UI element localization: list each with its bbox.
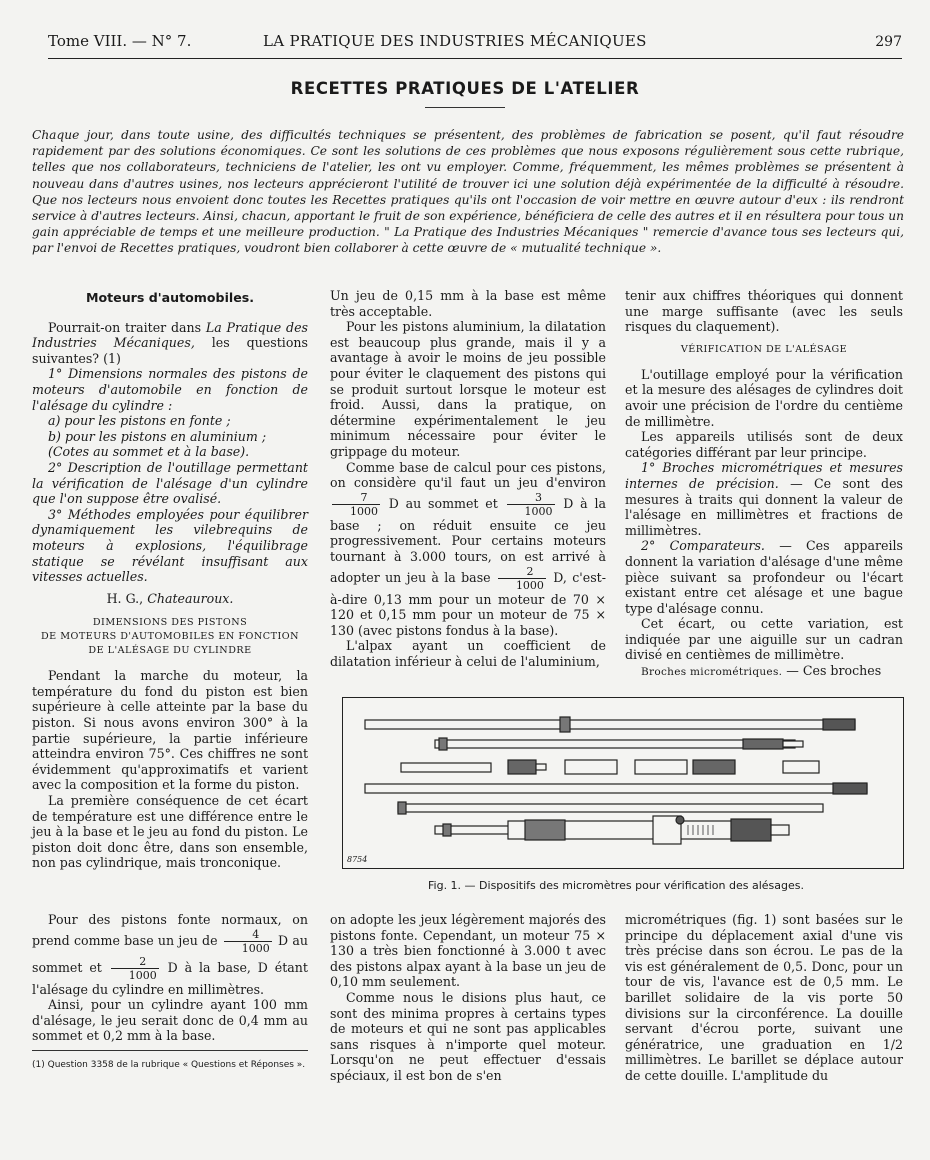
rod-3-barrel — [833, 783, 867, 794]
journal-title: LA PRATIQUE DES INDUSTRIES MÉCANIQUES — [263, 32, 647, 50]
paragraph-alpax-cont: on adopte les jeux légèrement majorés des pistons fonte. Cependant, un moteur 75 × 130 a très bien fonctionné à 3.000 t avec des pistons alpax ayant à la base un jeu de 0,10 mm seulement. — [330, 912, 606, 990]
piece-3-barrel — [693, 760, 735, 774]
fraction-den: 1000 — [515, 578, 544, 592]
running-header — [48, 32, 902, 54]
figure-caption: Fig. 1. — Dispositifs des micromètres pour vérification des alésages. — [428, 879, 804, 892]
column-1-lower — [32, 912, 308, 1071]
subheading-line-1: DIMENSIONS DES PISTONS — [92, 617, 248, 629]
rod-4-collar — [398, 802, 406, 814]
fraction — [224, 928, 272, 955]
question-intro — [32, 320, 308, 367]
paragraph-theoretical: tenir aux chiffres théoriques qui donnent une marge suffisante (avec les seuls risques du claquement). — [625, 288, 903, 335]
paragraph-micrometer-principle: micrométriques (fig. 1) sont basées sur le principe du déplacement axial d'une vis très précise dans son écrou. Le pas de la vis est généralement de 0,5. Donc, pour un tour de vis, l'avance est de 0,5 mm. Le barillet solidaire de la vis porte 50 divisions sur la circonférence. La douille servant d'écrou porte, suivant une génératrice, une graduation en 1/2 millimètres. Le barillet se déplace autour de cette douille. L'amplitude du — [625, 912, 903, 1083]
head-tip — [771, 825, 789, 835]
head-screw — [676, 816, 684, 824]
text-run: Pour des pistons fonte normaux, on prend comme base un jeu de — [32, 912, 308, 948]
fraction-den: 1000 — [241, 941, 270, 955]
text-run: — Ce sont des mesures à traits qui donnent la valeur de l'alésage en millimètres et fractions de millimètres. — [625, 475, 903, 538]
figure-micrometers — [342, 697, 904, 869]
rod-1-collar — [560, 717, 570, 732]
fraction — [507, 491, 555, 518]
micrometer-piece-2 — [565, 760, 617, 774]
question-1c: (Cotes au sommet et à la base). — [48, 444, 250, 460]
text-run: D au sommet et — [32, 932, 308, 975]
text-run: D à la base, D étant l'alésage du cylindre en millimètres. — [32, 959, 308, 997]
subheading-line-3: DE L'ALÉSAGE DU CYLINDRE — [88, 645, 252, 657]
rod-2-tip — [783, 741, 803, 747]
fraction-den: 1000 — [128, 968, 157, 982]
micrometer-piece-3 — [635, 760, 687, 774]
subheading-dimensions — [32, 616, 308, 658]
paragraph-alpax: L'alpax ayant un coefficient de dilatation inférieur à celui de l'aluminium, — [330, 638, 606, 669]
subheading-verification: VÉRIFICATION DE L'ALÉSAGE — [680, 343, 848, 355]
section-title: RECETTES PRATIQUES DE L'ATELIER — [290, 79, 640, 98]
fraction — [111, 955, 159, 982]
question-2: 2° Description de l'outillage permettant la vérification de l'alésage d'un cylindre que l'on suppose être ovalisé. — [32, 459, 308, 507]
article-heading: Moteurs d'automobiles. — [85, 290, 255, 305]
paragraph-cast-pistons — [32, 912, 308, 997]
run-in-heading: Broches micrométriques. — [641, 666, 783, 679]
paragraph-minima: Comme nous le disions plus haut, ce sont des minima propres à certains types de moteurs et qui ne sont pas applicables sans risques à n'importe quel moteur. Lorsqu'on ne peut effectuer d'essais spéciaux, il est bon de s'en — [330, 989, 606, 1083]
paragraph-tooling: L'outillage employé pour la vérification et la mesure des alésages de cylindres doit avoir une précision de l'ordre du centième de millimètre. — [625, 366, 903, 429]
term: 1° Broches micrométriques et mesures internes de précision. — [625, 460, 903, 491]
column-3-lower — [625, 912, 903, 1084]
paragraph-acceptable: Un jeu de 0,15 mm à la base est même très acceptable. — [330, 288, 606, 319]
intro-paragraph: Chaque jour, dans toute usine, des difficultés techniques se présentent, des problèmes de fabrication se posent, qu'il faut résoudre rapidement par des solutions économiques. Ce sont les solutions de ces problèmes que nous exposons régulièrement sous cette rubrique, telles que nos collaborateurs, techniciens de l'atelier, les ont vu employer. Comme, fréquemment, les mêmes problèmes se présentent à nouveau dans d'autres usines, nos lecteurs apprécieront l'utilité de trouver ici une solution déjà expérimentée de la difficulté à résoudre. Que nos lecteurs nous envoient donc toutes les Recettes pratiques qu'ils ont l'occasion de voir mettre en œuvre autour d'eux : ils rendront service à d'autres lecteurs. Ainsi, chacun, apportant le fruit de son expérience, bénéficiera de celle des autres et il en résultera pour tous un gain appréciable de temps et une meilleure production. " La Pratique des Industries Mécaniques " remercie d'avance tous ses lecteurs qui, par l'envoi de Recettes pratiques, voudront bien collaborer à cette œuvre de « mutualité technique ». — [32, 128, 904, 256]
fraction-den: 1000 — [350, 504, 378, 518]
micrometer-rod-4 — [398, 804, 823, 812]
fraction-num: 4 — [224, 928, 272, 942]
paragraph-temperature: Pendant la marche du moteur, la température du fond du piston est bien supérieure à celle atteinte par la base du piston. Si nous avons environ 300° à la partie supérieure, la partie inférieure atteindra environ 75°. Ces chiffres ne sont évidemment qu'approximatifs et varient avec la composition et la forme du piston. — [32, 668, 308, 793]
paragraph-broches-heading — [625, 663, 903, 681]
signature — [32, 591, 308, 607]
text-run: D, c'est-à-dire 0,13 mm pour un moteur de 70 × 120 et 0,15 mm pour un moteur de 75 × 130 (avec pistons fondus à la base). — [330, 569, 606, 638]
footnote: (1) Question 3358 de la rubrique « Questions et Réponses ». — [32, 1059, 306, 1070]
column-1 — [32, 288, 308, 871]
volume-issue: Tome VIII. — N° 7. — [48, 32, 192, 50]
micrometer-piece-1 — [401, 763, 491, 772]
fraction — [332, 491, 380, 518]
text-run: — Ces broches — [782, 663, 882, 679]
signature-city: Chateauroux. — [147, 590, 234, 606]
paragraph-calculation — [330, 460, 606, 639]
title-rule — [425, 107, 505, 108]
fraction — [498, 565, 546, 592]
figure-reference-number: 8754 — [347, 855, 368, 864]
paragraph-categories: Les appareils utilisés sont de deux catégories différant par leur principe. — [625, 429, 903, 460]
journal-name: La Pratique des Industries Mécaniques, — [32, 319, 308, 351]
micrometer-rod-1 — [365, 720, 855, 729]
paragraph-aluminium: Pour les pistons aluminium, la dilatation est beaucoup plus grande, mais il y a avantage à avoir le moins de jeu possible pour éviter le claquement des pistons qui se produit surtout lorsque le moteur est froid. Aussi, dans la pratique, on détermine expérimentalement le jeu minimum nécessaire pour éviter le grippage du moteur. — [330, 319, 606, 459]
rod-2-collar — [439, 738, 447, 750]
micrometer-drawing — [343, 698, 903, 868]
fraction-num: 7 — [332, 491, 380, 505]
question-3: 3° Méthodes employées pour équilibrer dynamiquement les vilebrequins de moteurs à explosions, l'équilibrage statique se révélant insuffisant aux vitesses actuelles. — [32, 506, 308, 585]
paragraph-consequence: La première conséquence de cet écart de température est une différence entre le jeu à la base et le jeu au fond du piston. Le piston doit donc être, dans son ensemble, non pas cylindrique, mais tronconique. — [32, 793, 308, 871]
column-3 — [625, 288, 903, 681]
signature-initials: H. G., — [106, 590, 148, 606]
paragraph-comparateurs — [625, 538, 903, 616]
question-intro-text: Pourrait-on traiter dans — [48, 319, 206, 335]
page-number: 297 — [875, 34, 902, 50]
column-2-lower — [330, 912, 606, 1084]
fraction-num: 3 — [507, 491, 555, 505]
fraction-num: 2 — [111, 955, 159, 969]
header-rule — [48, 58, 902, 59]
column-2 — [330, 288, 606, 669]
term: 2° Comparateurs. — [641, 538, 765, 554]
rod-1-barrel — [823, 719, 855, 730]
rod-2-barrel — [743, 739, 783, 749]
text-run: D au sommet et — [382, 495, 505, 511]
head-knurl-1 — [525, 820, 565, 840]
rod-5-collar — [443, 824, 451, 836]
question-1b: b) pour les pistons en aluminium ; — [48, 428, 267, 444]
micrometer-piece-4 — [783, 761, 819, 773]
micrometer-rod-2 — [435, 740, 795, 748]
fraction-num: 2 — [498, 565, 546, 579]
micrometer-rod-3 — [365, 784, 867, 793]
text-run: D à la base ; on réduit ensuite ce jeu progressivement. Pour certains moteurs tournant à 3.000 tours, on est arrivé à adopter un jeu à la base — [330, 495, 606, 585]
head-barrel — [731, 819, 771, 841]
question-intro-end: les questions suivantes? (1) — [32, 335, 308, 366]
paragraph-example: Ainsi, pour un cylindre ayant 100 mm d'alésage, le jeu serait donc de 0,4 mm au sommet et 0,2 mm à la base. — [32, 997, 308, 1044]
fraction-den: 1000 — [524, 504, 553, 518]
piece-1-barrel — [508, 760, 536, 774]
subheading-line-2: DE MOTEURS D'AUTOMOBILES EN FONCTION — [40, 631, 300, 643]
text-run: Comme base de calcul pour ces pistons, on considère qu'il faut un jeu d'environ — [330, 459, 606, 491]
question-1a: a) pour les pistons en fonte ; — [48, 413, 231, 429]
text-run: — Ces appareils donnent la variation d'alésage d'une même pièce suivant sa profondeur ou l'écart existant entre cet alésage et une bague type d'alésage connu. — [625, 538, 903, 616]
piece-1-tip — [536, 764, 546, 770]
paragraph-broches — [625, 460, 903, 538]
question-1: 1° Dimensions normales des pistons de moteurs d'automobile en fonction de l'alésage du cylindre : — [32, 366, 308, 413]
footnote-rule — [32, 1050, 308, 1051]
paragraph-aiguille: Cet écart, ou cette variation, est indiquée par une aiguille sur un cadran divisé en centièmes de millimètre. — [625, 616, 903, 663]
